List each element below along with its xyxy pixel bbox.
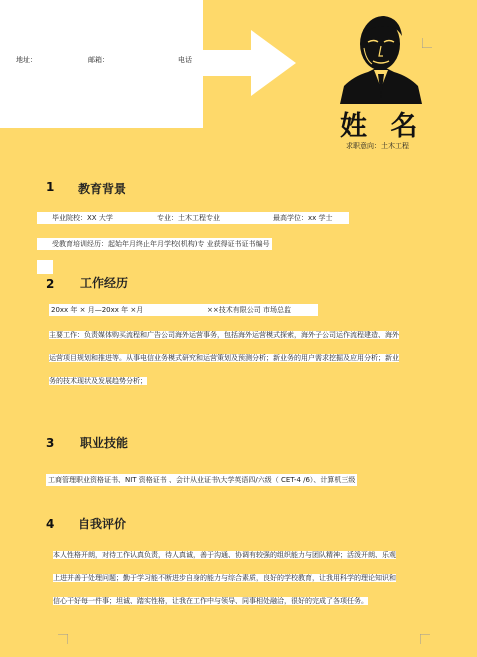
section-title-education: 教育背景: [78, 182, 127, 196]
self-evaluation-line: 本人性格开朗，对待工作认真负责，待人真诚，善于沟通、协调有较强的组织能力与团队精神；活泼开朗、乐观: [53, 551, 396, 559]
major-text: 专业：土木工程专业: [157, 214, 220, 222]
work-duties-line: 务的技术现状及发展趋势分析；: [49, 377, 147, 385]
address-label: 地址：: [16, 56, 37, 64]
phone-label: 电话: [178, 56, 192, 64]
work-company: ××技术有限公司 市场总监: [207, 306, 291, 314]
crop-mark-icon: [422, 38, 432, 48]
email-label: 邮箱：: [88, 56, 109, 64]
skills-line: 工商管理职业资格证书、NIT 资格证书 、会计从业证书\大学英语四/六级（ CET-4 /6）、计算机三级: [48, 476, 356, 484]
section-title-work: 工作经历: [80, 276, 129, 290]
work-duties-line: 主要工作：负责媒体购买流程和广告公司海外运营事务，包括海外运营模式探索，海外子公司运作流程建造、海外: [49, 331, 399, 339]
white-marker: [37, 260, 53, 274]
section-title-self: 自我评价: [78, 517, 127, 531]
section-number: 3: [46, 436, 55, 450]
work-period: 20xx 年 × 月—20xx 年 ×月: [51, 306, 144, 314]
job-objective: 求职意向：土木工程: [346, 142, 409, 150]
candidate-name: 姓 名: [340, 111, 425, 142]
crop-mark-icon: [420, 634, 430, 644]
degree-text: 最高学位：xx 学士: [273, 214, 333, 222]
work-period-line: [49, 304, 318, 316]
section-title-skills: 职业技能: [80, 436, 129, 450]
section-number: 2: [46, 277, 55, 291]
crop-mark-icon: [58, 634, 68, 644]
section-number: 4: [46, 517, 55, 531]
education-line-1: [37, 212, 349, 224]
school-text: 毕业院校：XX 大学: [52, 214, 113, 222]
self-evaluation: [53, 544, 463, 613]
self-evaluation-line: 信心干好每一件事；坦诚、踏实性格，让我在工作中与领导、同事相处融洽，很好的完成了各项任务。: [53, 597, 368, 605]
portrait-image: [338, 8, 424, 104]
section-number: 1: [46, 180, 55, 194]
work-duties-line: 运营项目规划和推进等。从事电信业务模式研究和运营策划及预测分析；新业务的用户需求挖掘及应用分析；新业: [49, 354, 399, 362]
self-evaluation-line: 上进并善于处理问题；勤于学习能不断进步自身的能力与综合素质，良好的学校教育，让我用科学的理论知识和: [53, 574, 396, 582]
arrow-icon: [196, 30, 296, 96]
education-line-2: 受教育培训经历：起始年月终止年月学校(机构)专 业获得证书证书编号: [37, 238, 272, 250]
work-duties: [49, 324, 474, 393]
